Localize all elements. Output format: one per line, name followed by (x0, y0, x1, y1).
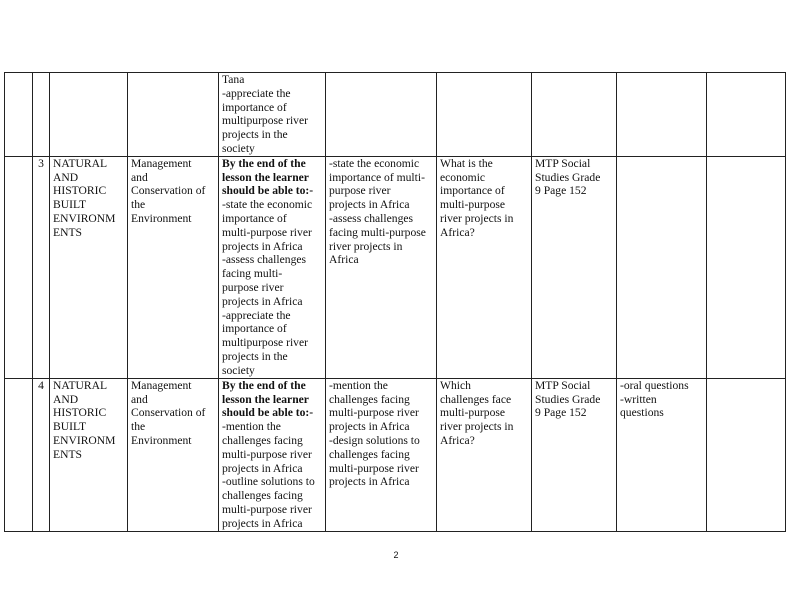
outcomes-heading: By the end of the lesson the learner should be able to:- (222, 378, 314, 420)
resources-cell (532, 73, 617, 157)
assessment-cell (617, 156, 707, 378)
assessment-cell: -oral questions -written questions (617, 378, 707, 531)
week-cell (5, 156, 33, 378)
scheme-of-work-table (4, 72, 786, 532)
learning-experiences-cell: -state the economic importance of multi- purpose river projects in Africa -assess challenges facing multi-purpose river projects in Africa (326, 156, 437, 378)
resources-cell: MTP Social Studies Grade 9 Page 152 (532, 156, 617, 378)
inquiry-question-cell: Which challenges face multi-purpose river projects in Africa? (437, 378, 532, 531)
outcomes-text: Tana -appreciate the importance of multipurpose river projects in the society (222, 73, 308, 155)
sub-strand-cell: Management and Conservation of the Environment (128, 156, 219, 378)
learning-outcomes-cell (219, 378, 326, 531)
lesson-cell: 3 (33, 156, 50, 378)
remarks-cell (707, 378, 786, 531)
learning-outcomes-cell (219, 156, 326, 378)
strand-cell: NATURAL AND HISTORIC BUILT ENVIRONM ENTS (50, 156, 128, 378)
page-number: 2 (393, 550, 399, 560)
strand-cell (50, 73, 128, 157)
outcomes-text: -state the economic importance of multi-purpose river projects in Africa -assess challenges facing multi- purpose river projects in Africa -appreciate the importance of multipurpose river projects in the society (222, 198, 313, 377)
table-row (5, 156, 786, 378)
week-cell (5, 73, 33, 157)
learning-experiences-cell (326, 73, 437, 157)
remarks-cell (707, 73, 786, 157)
strand-cell: NATURAL AND HISTORIC BUILT ENVIRONM ENTS (50, 378, 128, 531)
inquiry-question-cell (437, 73, 532, 157)
resources-cell: MTP Social Studies Grade 9 Page 152 (532, 378, 617, 531)
inquiry-question-cell: What is the economic importance of multi-purpose river projects in Africa? (437, 156, 532, 378)
outcomes-heading: By the end of the lesson the learner should be able to:- (222, 156, 314, 198)
learning-outcomes-cell (219, 73, 326, 157)
assessment-cell (617, 73, 707, 157)
learning-experiences-cell: -mention the challenges facing multi-purpose river projects in Africa -design solutions to challenges facing multi-purpose river projects in Africa (326, 378, 437, 531)
table-row (5, 73, 786, 157)
lesson-cell: 4 (33, 378, 50, 531)
table-row (5, 378, 786, 531)
week-cell (5, 378, 33, 531)
lesson-cell (33, 73, 50, 157)
sub-strand-cell (128, 73, 219, 157)
outcomes-text: -mention the challenges facing multi-purpose river projects in Africa -outline solutions to challenges facing multi-purpose river projects in Africa (222, 420, 315, 530)
sub-strand-cell: Management and Conservation of the Environment (128, 378, 219, 531)
remarks-cell (707, 156, 786, 378)
